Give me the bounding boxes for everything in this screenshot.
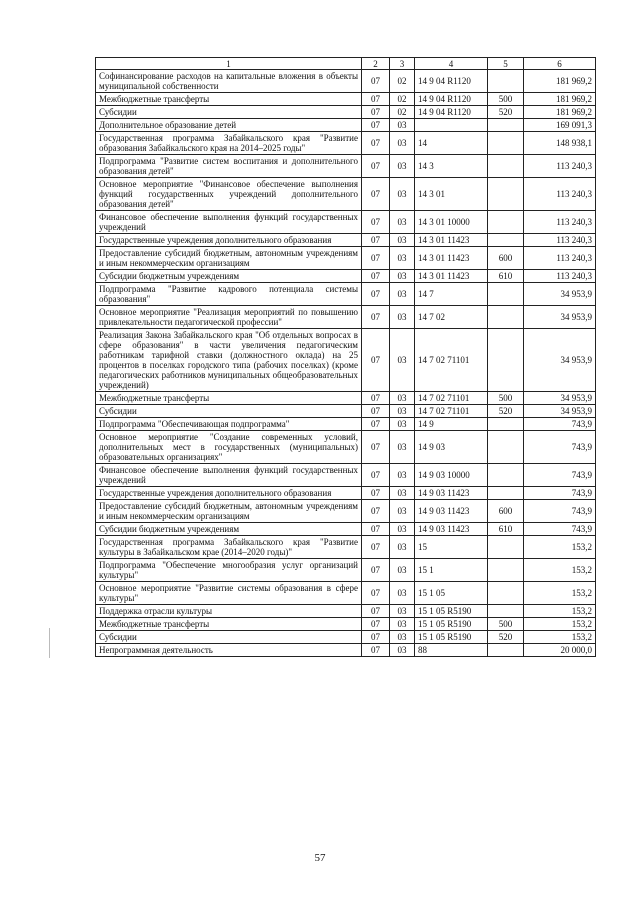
cell-section: 07 bbox=[362, 536, 390, 559]
cell-section: 07 bbox=[362, 418, 390, 431]
cell-subsection: 03 bbox=[390, 392, 415, 405]
cell-subsection: 03 bbox=[390, 605, 415, 618]
cell-amount: 113 240,3 bbox=[524, 270, 596, 283]
table-row bbox=[96, 418, 596, 431]
cell-amount: 743,9 bbox=[524, 523, 596, 536]
table-row bbox=[96, 132, 596, 155]
cell-target-article: 15 bbox=[415, 536, 488, 559]
cell-expense-type bbox=[488, 234, 524, 247]
cell-amount: 181 969,2 bbox=[524, 70, 596, 93]
cell-target-article: 14 9 03 bbox=[415, 431, 488, 464]
cell-amount: 34 953,9 bbox=[524, 306, 596, 329]
cell-name: Поддержка отрасли культуры bbox=[96, 605, 362, 618]
cell-name: Финансовое обеспечение выполнения функций государственных учреждений bbox=[96, 464, 362, 487]
table-row bbox=[96, 247, 596, 270]
cell-target-article: 14 7 02 71101 bbox=[415, 392, 488, 405]
cell-expense-type: 600 bbox=[488, 500, 524, 523]
cell-target-article: 14 3 bbox=[415, 155, 488, 178]
cell-expense-type: 500 bbox=[488, 392, 524, 405]
cell-subsection: 03 bbox=[390, 487, 415, 500]
header-col-name: 1 bbox=[96, 58, 362, 70]
cell-amount: 153,2 bbox=[524, 559, 596, 582]
cell-name: Субсидии bbox=[96, 631, 362, 644]
cell-name: Основное мероприятие "Создание современных условий, дополнительных мест в государственных (муниципальных) образовательных организациях" bbox=[96, 431, 362, 464]
table-row bbox=[96, 306, 596, 329]
cell-expense-type bbox=[488, 536, 524, 559]
cell-expense-type: 520 bbox=[488, 106, 524, 119]
table-row bbox=[96, 605, 596, 618]
cell-name: Реализация Закона Забайкальского края "Об отдельных вопросах в сфере образования" в части увеличения педагогическим работникам тарифной ставки (должностного оклада) на 25 процентов в поселках городского типа (рабочих поселках) (кроме педагогических работников муниципальных общеобразовательных учреждений) bbox=[96, 329, 362, 392]
cell-target-article: 14 3 01 11423 bbox=[415, 234, 488, 247]
cell-expense-type bbox=[488, 418, 524, 431]
header-row bbox=[96, 58, 596, 70]
cell-subsection: 03 bbox=[390, 247, 415, 270]
cell-section: 07 bbox=[362, 464, 390, 487]
page-number: 57 bbox=[314, 852, 326, 864]
cell-name: Подпрограмма "Обеспечивающая подпрограмма" bbox=[96, 418, 362, 431]
cell-expense-type bbox=[488, 283, 524, 306]
cell-name: Субсидии bbox=[96, 106, 362, 119]
cell-target-article: 14 7 02 71101 bbox=[415, 405, 488, 418]
table-row bbox=[96, 392, 596, 405]
cell-section: 07 bbox=[362, 500, 390, 523]
cell-name: Подпрограмма "Обеспечение многообразия услуг организаций культуры" bbox=[96, 559, 362, 582]
cell-subsection: 03 bbox=[390, 329, 415, 392]
cell-expense-type bbox=[488, 132, 524, 155]
cell-subsection: 03 bbox=[390, 234, 415, 247]
cell-amount: 113 240,3 bbox=[524, 247, 596, 270]
cell-expense-type: 600 bbox=[488, 247, 524, 270]
cell-target-article: 14 9 03 10000 bbox=[415, 464, 488, 487]
header-col-expense-type: 5 bbox=[488, 58, 524, 70]
cell-name: Государственные учреждения дополнительного образования bbox=[96, 487, 362, 500]
table-row bbox=[96, 155, 596, 178]
cell-subsection: 03 bbox=[390, 418, 415, 431]
cell-section: 07 bbox=[362, 405, 390, 418]
table-row bbox=[96, 431, 596, 464]
cell-section: 07 bbox=[362, 644, 390, 657]
cell-name: Непрограммная деятельность bbox=[96, 644, 362, 657]
cell-amount: 113 240,3 bbox=[524, 178, 596, 211]
cell-amount: 169 091,3 bbox=[524, 119, 596, 132]
table-row bbox=[96, 487, 596, 500]
cell-subsection: 03 bbox=[390, 155, 415, 178]
cell-section: 07 bbox=[362, 487, 390, 500]
table-row bbox=[96, 270, 596, 283]
cell-target-article: 14 3 01 bbox=[415, 178, 488, 211]
cell-target-article: 15 1 05 R5190 bbox=[415, 631, 488, 644]
cell-subsection: 03 bbox=[390, 523, 415, 536]
cell-subsection: 03 bbox=[390, 618, 415, 631]
cell-name: Межбюджетные трансферты bbox=[96, 618, 362, 631]
cell-subsection: 03 bbox=[390, 211, 415, 234]
cell-expense-type bbox=[488, 559, 524, 582]
table-row bbox=[96, 119, 596, 132]
cell-name: Подпрограмма "Развитие систем воспитания и дополнительного образования детей" bbox=[96, 155, 362, 178]
cell-subsection: 03 bbox=[390, 631, 415, 644]
cell-subsection: 03 bbox=[390, 464, 415, 487]
cell-expense-type: 610 bbox=[488, 523, 524, 536]
cell-amount: 34 953,9 bbox=[524, 392, 596, 405]
cell-expense-type bbox=[488, 306, 524, 329]
cell-subsection: 03 bbox=[390, 405, 415, 418]
cell-target-article: 14 9 04 R1120 bbox=[415, 70, 488, 93]
table-row bbox=[96, 559, 596, 582]
cell-section: 07 bbox=[362, 178, 390, 211]
budget-table bbox=[95, 57, 596, 657]
cell-name: Софинансирование расходов на капитальные вложения в объекты муниципальной собственности bbox=[96, 70, 362, 93]
cell-target-article: 14 bbox=[415, 132, 488, 155]
cell-section: 07 bbox=[362, 93, 390, 106]
cell-name: Субсидии bbox=[96, 405, 362, 418]
cell-target-article: 15 1 05 R5190 bbox=[415, 618, 488, 631]
cell-section: 07 bbox=[362, 329, 390, 392]
cell-section: 07 bbox=[362, 559, 390, 582]
cell-expense-type bbox=[488, 119, 524, 132]
cell-section: 07 bbox=[362, 119, 390, 132]
table-row bbox=[96, 211, 596, 234]
cell-amount: 743,9 bbox=[524, 418, 596, 431]
cell-expense-type bbox=[488, 155, 524, 178]
cell-expense-type bbox=[488, 329, 524, 392]
cell-section: 07 bbox=[362, 283, 390, 306]
cell-subsection: 03 bbox=[390, 178, 415, 211]
cell-expense-type: 610 bbox=[488, 270, 524, 283]
cell-subsection: 03 bbox=[390, 132, 415, 155]
budget-table-container bbox=[95, 57, 595, 657]
cell-section: 07 bbox=[362, 631, 390, 644]
cell-amount: 743,9 bbox=[524, 500, 596, 523]
cell-name: Государственные учреждения дополнительного образования bbox=[96, 234, 362, 247]
cell-target-article: 14 9 bbox=[415, 418, 488, 431]
scan-artifact-line bbox=[49, 628, 50, 658]
cell-amount: 153,2 bbox=[524, 582, 596, 605]
cell-amount: 153,2 bbox=[524, 631, 596, 644]
cell-name: Дополнительное образование детей bbox=[96, 119, 362, 132]
table-row bbox=[96, 234, 596, 247]
cell-amount: 34 953,9 bbox=[524, 283, 596, 306]
cell-section: 07 bbox=[362, 106, 390, 119]
cell-target-article: 14 9 03 11423 bbox=[415, 500, 488, 523]
cell-section: 07 bbox=[362, 211, 390, 234]
cell-target-article: 14 3 01 10000 bbox=[415, 211, 488, 234]
table-row bbox=[96, 106, 596, 119]
cell-expense-type bbox=[488, 211, 524, 234]
table-row bbox=[96, 93, 596, 106]
cell-target-article: 14 7 02 bbox=[415, 306, 488, 329]
cell-subsection: 03 bbox=[390, 283, 415, 306]
cell-amount: 153,2 bbox=[524, 605, 596, 618]
cell-amount: 153,2 bbox=[524, 536, 596, 559]
cell-subsection: 02 bbox=[390, 93, 415, 106]
table-row bbox=[96, 618, 596, 631]
cell-section: 07 bbox=[362, 605, 390, 618]
cell-target-article: 14 9 04 R1120 bbox=[415, 93, 488, 106]
cell-subsection: 03 bbox=[390, 431, 415, 464]
cell-expense-type bbox=[488, 70, 524, 93]
cell-expense-type bbox=[488, 178, 524, 211]
cell-amount: 743,9 bbox=[524, 487, 596, 500]
cell-section: 07 bbox=[362, 270, 390, 283]
cell-section: 07 bbox=[362, 132, 390, 155]
cell-expense-type bbox=[488, 431, 524, 464]
cell-amount: 113 240,3 bbox=[524, 211, 596, 234]
cell-name: Предоставление субсидий бюджетным, автономным учреждениям и иным некоммерческим организациям bbox=[96, 247, 362, 270]
table-row bbox=[96, 644, 596, 657]
cell-subsection: 02 bbox=[390, 70, 415, 93]
cell-target-article: 88 bbox=[415, 644, 488, 657]
cell-subsection: 02 bbox=[390, 106, 415, 119]
cell-section: 07 bbox=[362, 306, 390, 329]
cell-target-article: 14 9 03 11423 bbox=[415, 523, 488, 536]
cell-section: 07 bbox=[362, 234, 390, 247]
cell-name: Подпрограмма "Развитие кадрового потенциала системы образования" bbox=[96, 283, 362, 306]
table-row bbox=[96, 523, 596, 536]
cell-subsection: 03 bbox=[390, 270, 415, 283]
cell-target-article: 15 1 bbox=[415, 559, 488, 582]
cell-name: Финансовое обеспечение выполнения функций государственных учреждений bbox=[96, 211, 362, 234]
table-row bbox=[96, 631, 596, 644]
cell-expense-type bbox=[488, 487, 524, 500]
cell-subsection: 03 bbox=[390, 582, 415, 605]
cell-target-article: 14 3 01 11423 bbox=[415, 247, 488, 270]
cell-amount: 181 969,2 bbox=[524, 93, 596, 106]
cell-expense-type bbox=[488, 644, 524, 657]
cell-expense-type: 500 bbox=[488, 93, 524, 106]
cell-name: Предоставление субсидий бюджетным, автономным учреждениям и иным некоммерческим организациям bbox=[96, 500, 362, 523]
cell-section: 07 bbox=[362, 431, 390, 464]
header-col-section: 2 bbox=[362, 58, 390, 70]
cell-amount: 34 953,9 bbox=[524, 329, 596, 392]
table-row bbox=[96, 405, 596, 418]
table-row bbox=[96, 582, 596, 605]
cell-section: 07 bbox=[362, 155, 390, 178]
cell-target-article: 15 1 05 R5190 bbox=[415, 605, 488, 618]
table-row bbox=[96, 500, 596, 523]
table-row bbox=[96, 178, 596, 211]
table-row bbox=[96, 536, 596, 559]
cell-expense-type bbox=[488, 605, 524, 618]
cell-expense-type: 500 bbox=[488, 618, 524, 631]
table-row bbox=[96, 329, 596, 392]
cell-name: Государственная программа Забайкальского края "Развитие культуры в Забайкальском крае (2014–2020 годы)" bbox=[96, 536, 362, 559]
cell-amount: 743,9 bbox=[524, 464, 596, 487]
cell-expense-type: 520 bbox=[488, 631, 524, 644]
table-body bbox=[96, 70, 596, 657]
cell-amount: 153,2 bbox=[524, 618, 596, 631]
cell-expense-type bbox=[488, 582, 524, 605]
table-row bbox=[96, 70, 596, 93]
cell-target-article: 15 1 05 bbox=[415, 582, 488, 605]
cell-name: Субсидии бюджетным учреждениям bbox=[96, 270, 362, 283]
cell-amount: 20 000,0 bbox=[524, 644, 596, 657]
cell-target-article bbox=[415, 119, 488, 132]
cell-subsection: 03 bbox=[390, 500, 415, 523]
cell-amount: 113 240,3 bbox=[524, 234, 596, 247]
cell-subsection: 03 bbox=[390, 559, 415, 582]
cell-section: 07 bbox=[362, 618, 390, 631]
cell-target-article: 14 3 01 11423 bbox=[415, 270, 488, 283]
cell-amount: 113 240,3 bbox=[524, 155, 596, 178]
cell-name: Субсидии бюджетным учреждениям bbox=[96, 523, 362, 536]
cell-subsection: 03 bbox=[390, 536, 415, 559]
cell-target-article: 14 9 03 11423 bbox=[415, 487, 488, 500]
header-col-target-article: 4 bbox=[415, 58, 488, 70]
cell-name: Основное мероприятие "Финансовое обеспечение выполнения функций государственных учреждений дополнительного образования детей" bbox=[96, 178, 362, 211]
cell-section: 07 bbox=[362, 392, 390, 405]
table-row bbox=[96, 283, 596, 306]
cell-section: 07 bbox=[362, 70, 390, 93]
table-header bbox=[96, 58, 596, 70]
cell-expense-type: 520 bbox=[488, 405, 524, 418]
cell-amount: 181 969,2 bbox=[524, 106, 596, 119]
table-row bbox=[96, 464, 596, 487]
cell-subsection: 03 bbox=[390, 119, 415, 132]
cell-target-article: 14 7 bbox=[415, 283, 488, 306]
cell-name: Межбюджетные трансферты bbox=[96, 392, 362, 405]
cell-amount: 34 953,9 bbox=[524, 405, 596, 418]
cell-name: Основное мероприятие "Развитие системы образования в сфере культуры" bbox=[96, 582, 362, 605]
cell-subsection: 03 bbox=[390, 644, 415, 657]
header-col-subsection: 3 bbox=[390, 58, 415, 70]
cell-target-article: 14 9 04 R1120 bbox=[415, 106, 488, 119]
cell-section: 07 bbox=[362, 247, 390, 270]
cell-amount: 743,9 bbox=[524, 431, 596, 464]
cell-section: 07 bbox=[362, 582, 390, 605]
cell-name: Государственная программа Забайкальского края "Развитие образования Забайкальского края на 2014–2025 годы" bbox=[96, 132, 362, 155]
cell-subsection: 03 bbox=[390, 306, 415, 329]
cell-section: 07 bbox=[362, 523, 390, 536]
cell-amount: 148 938,1 bbox=[524, 132, 596, 155]
cell-expense-type bbox=[488, 464, 524, 487]
cell-name: Межбюджетные трансферты bbox=[96, 93, 362, 106]
cell-target-article: 14 7 02 71101 bbox=[415, 329, 488, 392]
cell-name: Основное мероприятие "Реализация мероприятий по повышению привлекательности педагогической профессии" bbox=[96, 306, 362, 329]
header-col-amount: 6 bbox=[524, 58, 596, 70]
